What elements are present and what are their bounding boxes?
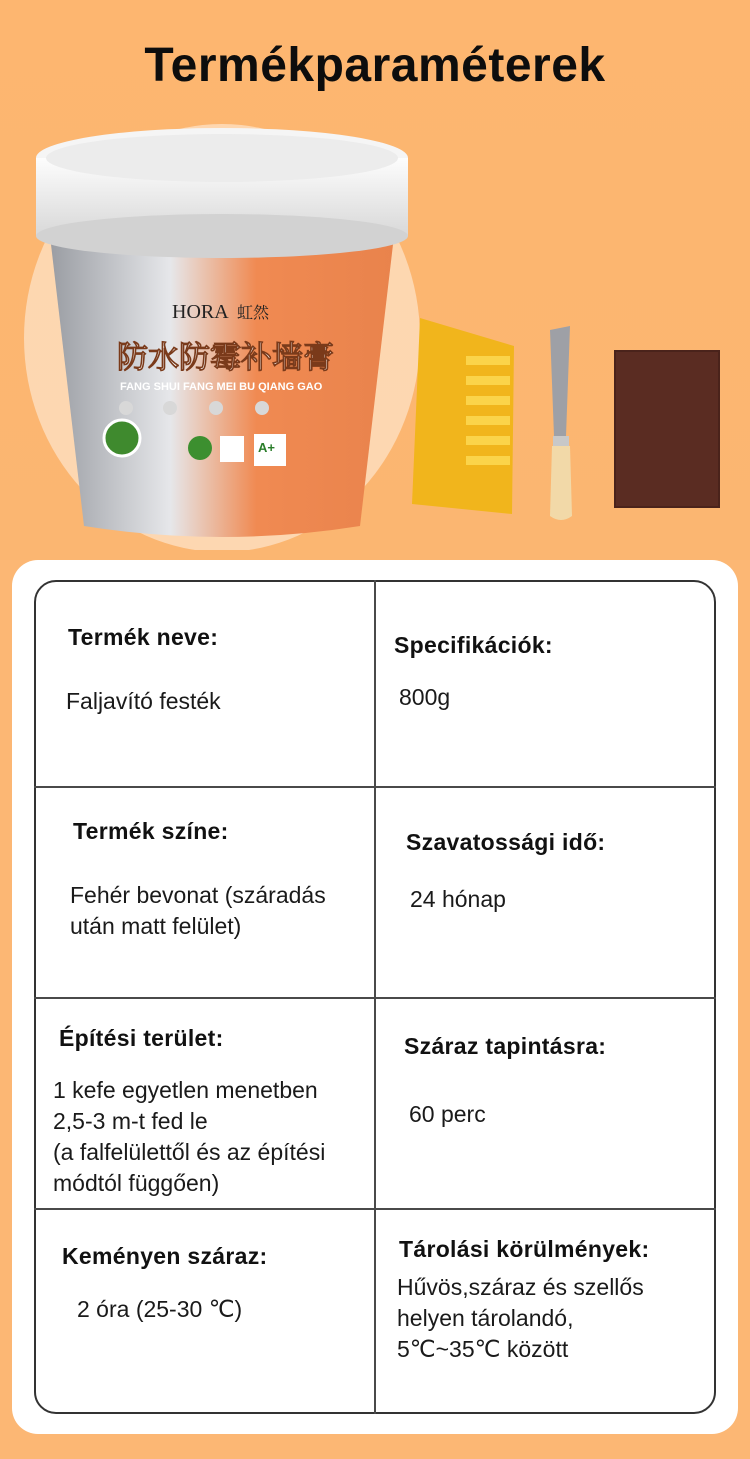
specifications-label: Specifikációk: — [394, 632, 553, 658]
hard-dry-label: Keményen száraz: — [62, 1243, 268, 1269]
storage-conditions-value: Hűvös,száraz és szellős helyen tárolandó, 5℃~35℃ között — [397, 1274, 644, 1362]
coverage-area-value: 1 kefe egyetlen menetben 2,5-3 m-t fed le (a falfelülettől és az építési módtól függően) — [53, 1077, 326, 1196]
page-title: Termékparaméterek — [144, 39, 606, 92]
sanding-pad-image — [614, 350, 720, 508]
product-cn-name: 防水防霉补墙膏 — [117, 340, 334, 376]
product-pinyin: FANG SHUI FANG MEI BU QIANG GAO — [120, 381, 323, 393]
brand-cn-text: 虹然 — [237, 303, 270, 322]
row-divider — [34, 997, 716, 999]
yellow-scraper-image — [408, 318, 514, 514]
product-bucket-image — [22, 118, 422, 550]
coverage-area-label: Építési terület: — [59, 1025, 224, 1051]
putty-knife-image — [542, 326, 582, 522]
product-name-label: Termék neve: — [68, 624, 219, 650]
touch-dry-label: Száraz tapintásra: — [404, 1033, 607, 1059]
shelf-life-label: Szavatossági idő: — [406, 829, 606, 855]
row-divider — [34, 1208, 716, 1210]
specifications-value: 800g — [399, 684, 451, 710]
shelf-life-value: 24 hónap — [410, 886, 506, 912]
brand-text: HORA — [172, 301, 229, 323]
rating-badge: A+ — [258, 440, 275, 455]
product-color-value: Fehér bevonat (száradás után matt felület) — [70, 882, 326, 939]
touch-dry-value: 60 perc — [409, 1101, 486, 1127]
hard-dry-value: 2 óra (25-30 ℃) — [77, 1296, 243, 1322]
product-color-label: Termék színe: — [73, 818, 229, 844]
row-divider — [34, 786, 716, 788]
product-name-value: Faljavító festék — [66, 688, 221, 714]
storage-conditions-label: Tárolási körülmények: — [399, 1236, 650, 1262]
